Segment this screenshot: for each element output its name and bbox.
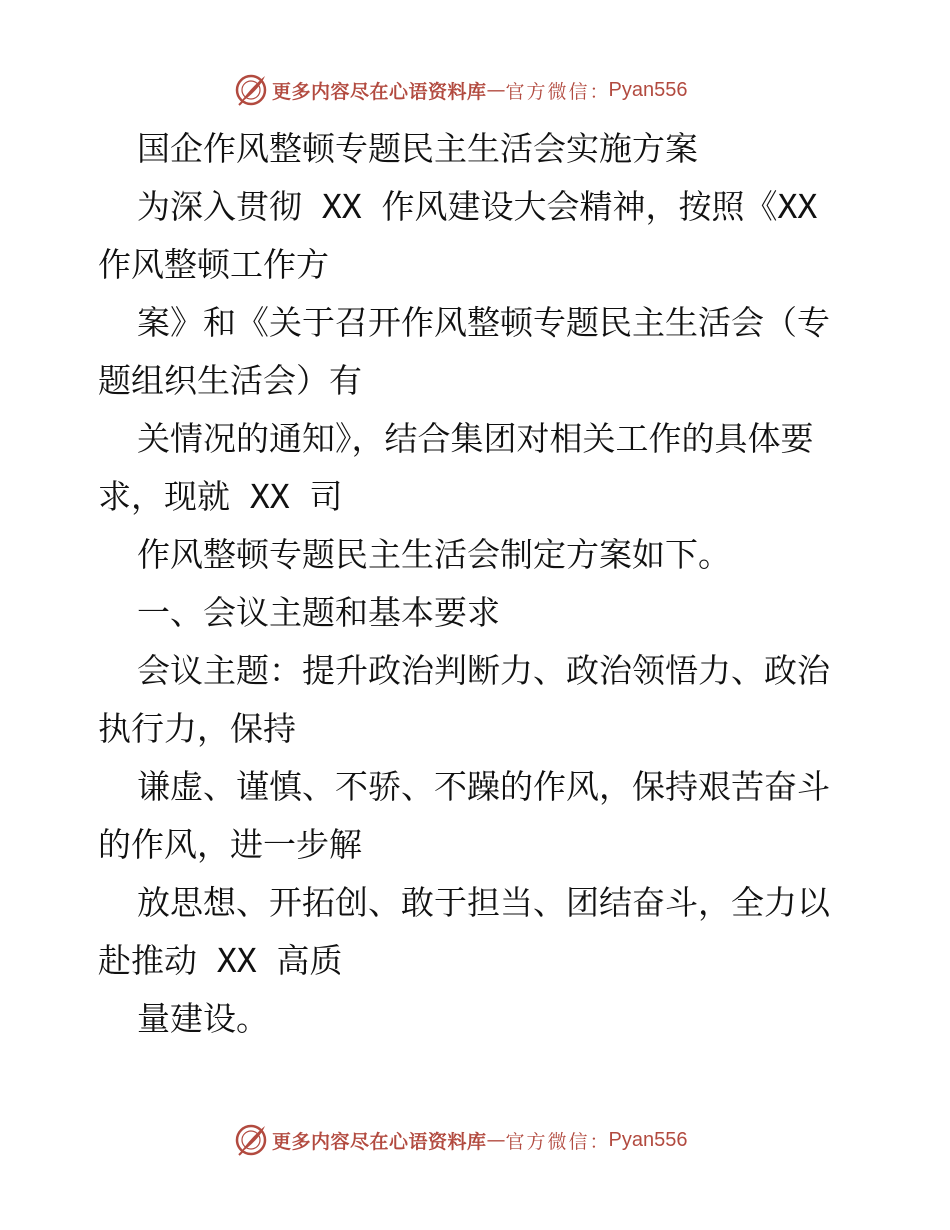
document-body	[98, 120, 858, 1048]
text-line: 作风整顿工作方	[98, 245, 329, 284]
watermark-footer	[234, 1122, 734, 1158]
text-line: 作风整顿专题民主生活会制定方案如下。	[137, 535, 731, 574]
text-line: 的作风，进一步解	[98, 825, 362, 864]
watermark-official-label: 官方微信	[505, 1130, 590, 1153]
text-line: 量建设。	[137, 999, 269, 1038]
section-heading: 一、会议主题和基本要求	[137, 593, 500, 632]
watermark-dash: —	[486, 79, 506, 101]
quill-logo-icon	[234, 73, 268, 107]
document-title: 国企作风整顿专题民主生活会实施方案	[137, 129, 698, 168]
text-line: 放思想、开拓创、敢于担当、团结奋斗，全力以	[137, 883, 830, 922]
watermark-site-text: 更多内容尽在心语资料库	[272, 1130, 487, 1153]
text-line: 求，现就 XX 司	[98, 477, 343, 516]
quill-logo-icon	[234, 1123, 268, 1157]
watermark-account: Pyan556	[608, 1128, 688, 1151]
watermark-colon: ：	[589, 80, 609, 103]
text-line: 会议主题：提升政治判断力、政治领悟力、政治	[137, 651, 830, 690]
watermark-colon: ：	[589, 1130, 609, 1153]
watermark-account: Pyan556	[608, 78, 688, 101]
text-line: 执行力，保持	[98, 709, 296, 748]
text-line: 案》和《关于召开作风整顿专题民主生活会（专	[137, 303, 830, 342]
watermark-official-label: 官方微信	[505, 80, 590, 103]
text-line: 为深入贯彻 XX 作风建设大会精神，按照《XX	[137, 187, 818, 226]
watermark-dash: —	[486, 1129, 506, 1151]
text-line: 赴推动 XX 高质	[98, 941, 343, 980]
watermark-site-text: 更多内容尽在心语资料库	[272, 80, 487, 103]
text-line: 题组织生活会）有	[98, 361, 362, 400]
text-line: 关情况的通知》，结合集团对相关工作的具体要	[137, 419, 814, 458]
text-line: 谦虚、谨慎、不骄、不躁的作风，保持艰苦奋斗	[137, 767, 830, 806]
watermark-header	[234, 72, 734, 108]
